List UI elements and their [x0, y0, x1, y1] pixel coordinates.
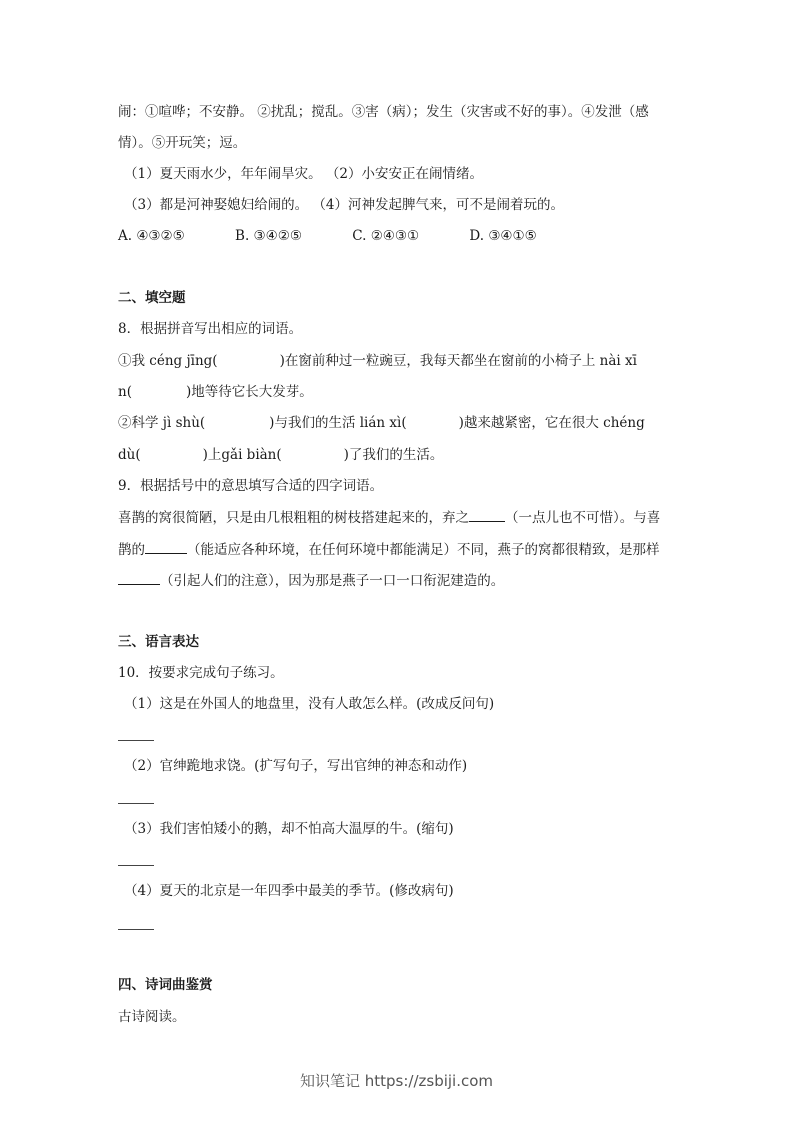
- q8-prompt: 8．根据拼音写出相应的词语。: [118, 321, 303, 337]
- blank-nai-xin[interactable]: [132, 382, 186, 396]
- section-4-prompt: 古诗阅读。: [118, 1009, 186, 1025]
- q9-paragraph-3: （引起人们的注意），因为那是燕子一口一口衔泥建造的。: [118, 570, 504, 591]
- option-a[interactable]: A. ④③②⑤: [118, 228, 185, 244]
- q10-item-2: （2）官绅跪地求饶。(扩写句子，写出官绅的神态和动作): [124, 758, 468, 774]
- q7-definition: 闹：①喧哗；不安静。 ②扰乱；搅乱。③害（病）；发生（灾害或不好的事）。④发泄（感: [118, 104, 649, 120]
- answer-line-1[interactable]: [118, 740, 154, 741]
- option-d[interactable]: D. ③④①⑤: [469, 228, 537, 244]
- blank-q9-1[interactable]: [469, 507, 505, 522]
- q10-item-4: （4）夏天的北京是一年四季中最美的季节。(修改病句): [124, 883, 454, 899]
- q7-sentences-3-4: （3）都是河神娶媳妇给闹的。 （4）河神发起脾气来，可不是闹着玩的。: [124, 197, 564, 213]
- blank-lian-xi[interactable]: [407, 413, 459, 427]
- q8-line-1: ①我 céng jīng( )在窗前种过一粒豌豆，我每天都坐在窗前的小椅子上 nài xī: [118, 353, 637, 369]
- q9-paragraph-1: 喜鹊的窝很简陋，只是由几根粗粗的树枝搭建起来的，弃之 （一点儿也不可惜）。与喜: [118, 507, 660, 528]
- q10-item-1: （1）这是在外国人的地盘里，没有人敢怎么样。(改成反问句): [124, 696, 495, 712]
- blank-ji-shu[interactable]: [205, 413, 269, 427]
- section-4-title: 四、诗词曲鉴赏: [118, 977, 213, 993]
- q7-options: [118, 226, 537, 246]
- blank-q9-2[interactable]: [145, 539, 187, 554]
- q10-item-3: （3）我们害怕矮小的鹅，却不怕高大温厚的牛。(缩句): [124, 821, 454, 837]
- q8-line-2: n( )地等待它长大发芽。: [118, 384, 313, 400]
- q9-prompt: 9．根据括号中的意思填写合适的四字词语。: [118, 478, 384, 494]
- answer-line-4[interactable]: [118, 929, 154, 930]
- option-b[interactable]: B. ③④②⑤: [235, 228, 302, 244]
- q9-paragraph-2: 鹊的 （能适应各种环境，在任何环境中都能满足）不同，燕子的窝都很精致，是那样: [118, 539, 660, 560]
- q8-line-4: dù( )上gǎi biàn( )了我们的生活。: [118, 447, 444, 463]
- answer-line-3[interactable]: [118, 865, 154, 866]
- q8-line-3: ②科学 jì shù( )与我们的生活 lián xì( )越来越紧密，它在很大 chéng: [118, 415, 645, 431]
- section-3-title: 三、语言表达: [118, 634, 199, 650]
- answer-line-2[interactable]: [118, 803, 154, 804]
- blank-q9-3[interactable]: [118, 570, 160, 585]
- option-c[interactable]: C. ②④③①: [352, 228, 420, 244]
- blank-ceng-jing[interactable]: [218, 351, 280, 365]
- blank-cheng-du[interactable]: [141, 445, 203, 459]
- blank-gai-bian[interactable]: [282, 445, 344, 459]
- section-2-title: 二、填空题: [118, 290, 186, 306]
- footer-watermark: 知识笔记 https://zsbiji.com: [299, 1072, 494, 1090]
- q10-prompt: 10．按要求完成句子练习。: [118, 665, 284, 681]
- q7-definition-cont: 情）。⑤开玩笑；逗。: [118, 135, 247, 151]
- q7-sentences-1-2: （1）夏天雨水少，年年闹旱灾。 （2）小安安正在闹情绪。: [124, 166, 483, 182]
